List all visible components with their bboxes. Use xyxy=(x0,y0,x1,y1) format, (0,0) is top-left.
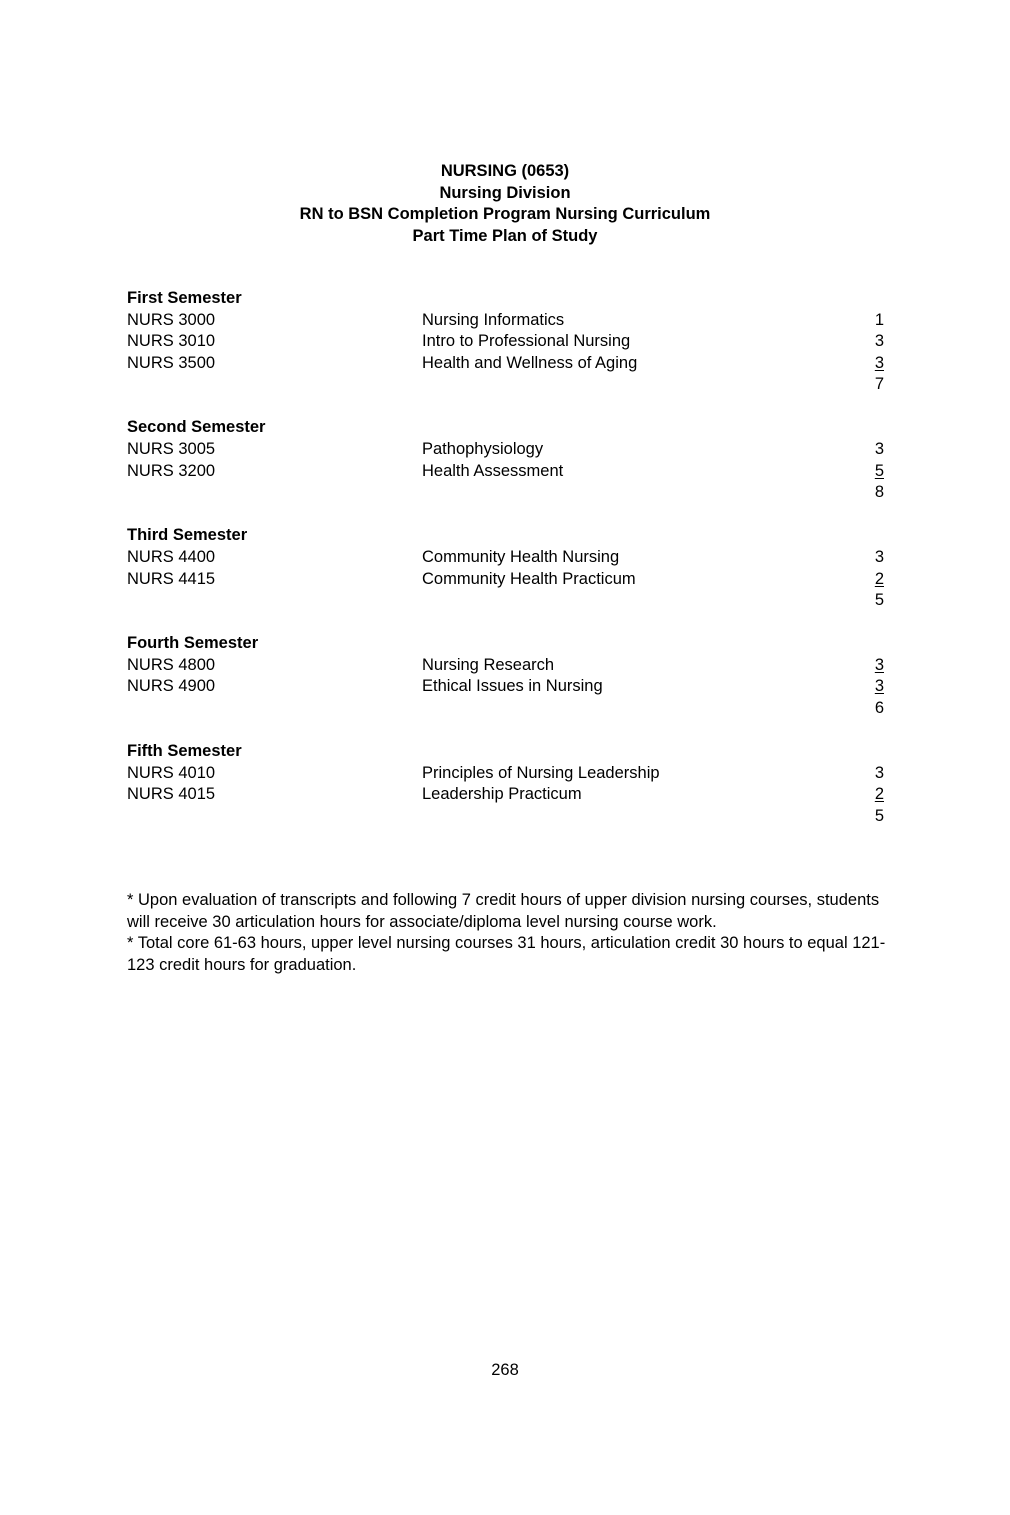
course-credits: 3 xyxy=(874,763,884,782)
page-number: 268 xyxy=(491,1361,519,1379)
semester-total-row xyxy=(127,698,887,720)
course-credits: 3 xyxy=(874,655,884,674)
course-title: Health and Wellness of Aging xyxy=(422,353,638,372)
course-code: NURS 3000 xyxy=(127,310,216,329)
course-code: NURS 4015 xyxy=(127,785,216,804)
course-title: Nursing Research xyxy=(422,655,555,674)
course-title: Community Health Practicum xyxy=(422,569,636,588)
course-row xyxy=(127,547,887,569)
course-row xyxy=(127,461,887,483)
course-code: NURS 4400 xyxy=(127,547,216,566)
course-title: Ethical Issues in Nursing xyxy=(422,677,603,696)
course-code: NURS 4010 xyxy=(127,763,216,782)
course-row xyxy=(127,655,887,677)
course-row xyxy=(127,763,887,785)
semester-title: Fourth Semester xyxy=(127,634,259,653)
course-credits: 3 xyxy=(874,677,884,696)
division-name: Nursing Division xyxy=(439,183,571,202)
course-title: Nursing Informatics xyxy=(422,310,565,329)
semester-total-row xyxy=(127,482,887,504)
footnote-articulation: * Upon evaluation of transcripts and following 7 credit hours of upper division nursing courses, students will receive 30 articulation hours for associate/diploma level nursing course work. xyxy=(127,891,880,931)
course-row xyxy=(127,676,887,698)
course-credits: 2 xyxy=(874,785,884,804)
curriculum-title: RN to BSN Completion Program Nursing Curriculum xyxy=(299,205,711,224)
semester-block xyxy=(127,288,887,396)
semester-title: Second Semester xyxy=(127,418,266,437)
course-credits: 3 xyxy=(874,353,884,372)
course-title: Community Health Nursing xyxy=(422,547,620,566)
course-title: Pathophysiology xyxy=(422,440,544,459)
course-row xyxy=(127,331,887,353)
course-row xyxy=(127,310,887,332)
course-code: NURS 3005 xyxy=(127,440,216,459)
document-header xyxy=(0,161,1010,248)
course-code: NURS 3200 xyxy=(127,461,216,480)
course-row xyxy=(127,439,887,461)
semester-block xyxy=(127,633,887,719)
course-credits: 3 xyxy=(874,332,884,351)
semester-list xyxy=(127,288,887,849)
course-credits: 3 xyxy=(874,547,884,566)
course-row xyxy=(127,784,887,806)
course-credits: 1 xyxy=(874,310,884,329)
semester-title: First Semester xyxy=(127,289,242,307)
semester-block xyxy=(127,417,887,503)
semester-title: Third Semester xyxy=(127,526,248,545)
course-title: Leadership Practicum xyxy=(422,785,582,804)
semester-total-credits: 5 xyxy=(874,591,884,610)
course-row xyxy=(127,569,887,591)
program-title: NURSING (0653) xyxy=(440,162,570,180)
course-code: NURS 3500 xyxy=(127,353,216,372)
plan-title: Part Time Plan of Study xyxy=(412,227,598,246)
course-credits: 3 xyxy=(874,440,884,459)
semester-block xyxy=(127,741,887,827)
course-title: Principles of Nursing Leadership xyxy=(422,763,660,782)
course-code: NURS 4415 xyxy=(127,569,216,588)
course-code: NURS 4800 xyxy=(127,655,216,674)
course-title: Health Assessment xyxy=(422,461,564,480)
course-credits: 5 xyxy=(874,461,884,480)
semester-total-credits: 7 xyxy=(874,375,884,394)
course-row xyxy=(127,353,887,375)
semester-total-credits: 5 xyxy=(874,806,884,825)
semester-block xyxy=(127,525,887,611)
course-credits: 2 xyxy=(874,569,884,588)
semester-total-row xyxy=(127,590,887,612)
course-title: Intro to Professional Nursing xyxy=(422,332,631,351)
course-code: NURS 4900 xyxy=(127,677,216,696)
semester-title: Fifth Semester xyxy=(127,742,242,761)
semester-total-credits: 8 xyxy=(874,483,884,502)
semester-total-row xyxy=(127,374,887,396)
course-code: NURS 3010 xyxy=(127,332,216,351)
semester-total-credits: 6 xyxy=(874,699,884,717)
semester-total-row xyxy=(127,806,887,828)
footnote-total-hours: * Total core 61-63 hours, upper level nursing courses 31 hours, articulation credit 30 hours to equal 121-123 credit hours for graduation. xyxy=(127,934,886,974)
footnotes xyxy=(127,890,887,976)
